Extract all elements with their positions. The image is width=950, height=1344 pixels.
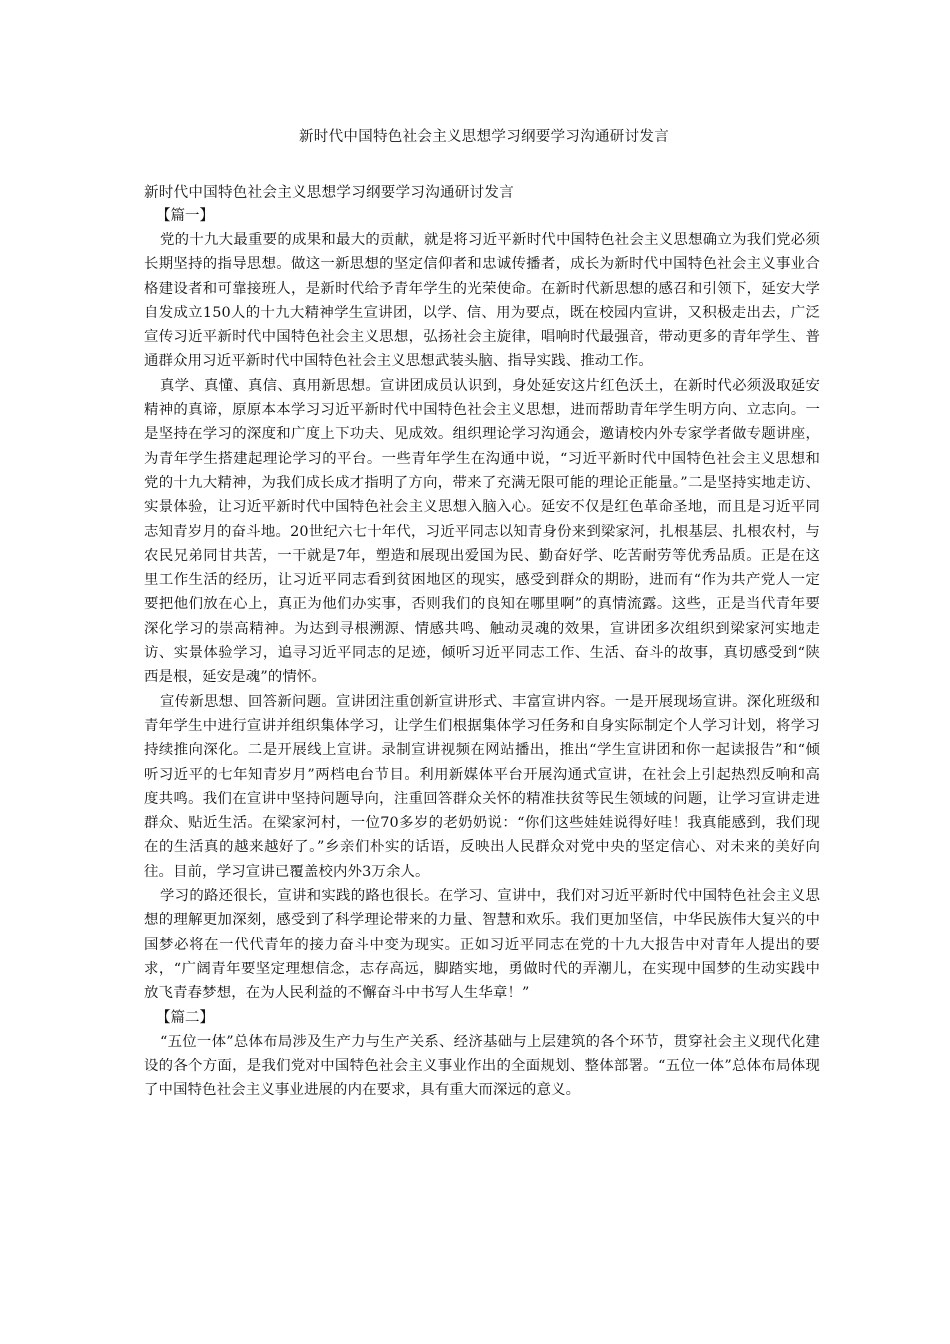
paragraph: 真学、真懂、真信、真用新思想。宣讲团成员认识到，身处延安这片红色沃土，在新时代必须汲取延安精神的真谛，原原本本学习习近平新时代中国特色社会主义思想，进而帮助青年学生明方向、立志向。一是坚持在学习的深度和广度上下功夫、见成效。组织理论学习沟通会，邀请校内外专家学者做专题讲座，为青年学生搭建起理论学习的平台。一些青年学生在沟通中说，“习近平新时代中国特色社会主义思想和党的十九大精神，为我们成长成才指明了方向，带来了充满无限可能的理论正能量。”二是坚持实地走访、实景体验，让习近平新时代中国特色社会主义思想入脑入心。延安不仅是红色革命圣地，而且是习近平同志知青岁月的奋斗地。20世纪六七十年代，习近平同志以知青身份来到梁家河，扎根基层、扎根农村，与农民兄弟同甘共苦，一干就是7年，塑造和展现出爱国为民、勤奋好学、吃苦耐劳等优秀品质。正是在这里工作生活的经历，让习近平同志看到贫困地区的现实，感受到群众的期盼，进而有“作为共产党人一定要把他们放在心上，真正为他们办实事，否则我们的良知在哪里啊”的真情流露。这些，正是当代青年要深化学习的崇高精神。为达到寻根溯源、情感共鸣、触动灵魂的效果，宣讲团多次组织到梁家河实地走访、实景体验学习，追寻习近平同志的足迹，倾听习近平同志工作、生活、奋斗的故事，真切感受到“陕西是根，延安是魂”的情怀。	[144, 377, 820, 686]
document-title: 新时代中国特色社会主义思想学习纲要学习沟通研讨发言	[299, 129, 669, 145]
paragraph: “五位一体”总体布局涉及生产力与生产关系、经济基础与上层建筑的各个环节，贯穿社会主义现代化建设的各个方面，是我们党对中国特色社会主义事业作出的全面规划、整体部署。“五位一体”总体布局体现了中国特色社会主义事业进展的内在要求，具有重大而深远的意义。	[144, 1033, 820, 1099]
section-1	[144, 204, 820, 1006]
document-subtitle: 新时代中国特色社会主义思想学习纲要学习沟通研讨发言	[144, 185, 514, 201]
paragraph: 学习的路还很长，宣讲和实践的路也很长。在学习、宣讲中，我们对习近平新时代中国特色社会主义思想的理解更加深刻，感受到了科学理论带来的力量、智慧和欢乐。我们更加坚信，中华民族伟大复兴的中国梦必将在一代代青年的接力奋斗中变为现实。正如习近平同志在党的十九大报告中对青年人提出的要求，“广阔青年要坚定理想信念，志存高远，脚踏实地，勇做时代的弄潮儿，在实现中国梦的生动实践中放飞青春梦想，在为人民利益的不懈奋斗中书写人生华章！”	[144, 888, 820, 1002]
section-label: 【篇一】	[156, 208, 214, 224]
paragraph: 党的十九大最重要的成果和最大的贡献，就是将习近平新时代中国特色社会主义思想确立为我们党必须长期坚持的指导思想。做这一新思想的坚定信仰者和忠诚传播者，成长为新时代中国特色社会主义事业合格建设者和可靠接班人，是新时代给予青年学生的光荣使命。在新时代新思想的感召和引领下，延安大学自发成立150人的十九大精神学生宣讲团，以学、信、用为要点，既在校园内宣讲，又积极走出去，广泛宣传习近平新时代中国特色社会主义思想，弘扬社会主旋律，唱响时代最强音，带动更多的青年学生、普通群众用习近平新时代中国特色社会主义思想武装头脑、指导实践、推动工作。	[144, 232, 820, 370]
paragraph: 宣传新思想、回答新问题。宣讲团注重创新宣讲形式、丰富宣讲内容。一是开展现场宣讲。深化班级和青年学生中进行宣讲并组织集体学习，让学生们根据集体学习任务和自身实际制定个人学习计划，将学习持续推向深化。二是开展线上宣讲。录制宣讲视频在网站播出，推出“学生宣讲团和你一起读报告”和“倾听习近平的七年知青岁月”两档电台节目。利用新媒体平台开展沟通式宣讲，在社会上引起热烈反响和高度共鸣。我们在宣讲中坚持问题导向，注重回答群众关怀的精准扶贫等民生领域的问题，让学习宣讲走进群众、贴近生活。在梁家河村，一位70多岁的老奶奶说：“你们这些娃娃说得好哇！我真能感到，我们现在的生活真的越来越好了。”乡亲们朴实的话语，反映出人民群众对党中央的坚定信心、对未来的美好向往。目前，学习宣讲已覆盖校内外3万余人。	[144, 693, 820, 880]
section-label: 【篇二】	[156, 1009, 214, 1026]
section-2	[144, 1006, 820, 1103]
